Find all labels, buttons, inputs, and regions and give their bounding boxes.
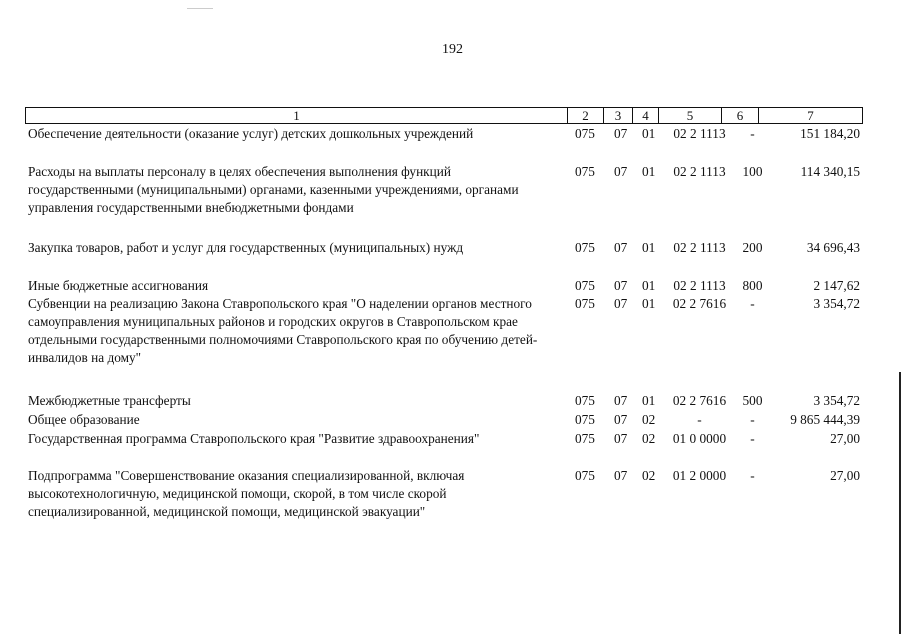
row-amount: 151 184,20 xyxy=(800,126,860,141)
row-name: Обеспечение деятельности (оказание услуг) детских дошкольных учреждений xyxy=(28,126,474,141)
row-vr: 100 xyxy=(742,164,763,179)
row-rz: 07 xyxy=(614,126,628,141)
row-name: Межбюджетные трансферты xyxy=(28,393,191,408)
row-grbs: 075 xyxy=(575,278,595,293)
row-name: Субвенции на реализацию Закона Ставропольского края "О наделении органов местного самоуправления муниципальных районов и городских округов в Ставропольском крае отдельными государственными полномочиями Ставропольского края по обучению детей-инвалидов на дому" xyxy=(28,296,538,365)
row-rz: 07 xyxy=(614,164,628,179)
row-grbs: 075 xyxy=(575,412,595,427)
row-rz: 07 xyxy=(614,393,628,408)
row-cs: 02 2 1113 xyxy=(673,278,726,293)
row-name: Подпрограмма "Совершенствование оказания специализированной, включая высокотехнологичную, медицинской помощи, скорой, в том числе скорой специализированной, медицинской помощи, медицинской эвакуации" xyxy=(28,468,465,519)
row-amount: 34 696,43 xyxy=(806,240,860,255)
row-pr: 02 xyxy=(642,412,656,427)
row-pr: 01 xyxy=(642,240,656,255)
row-grbs: 075 xyxy=(575,164,595,179)
header-col-3: 3 xyxy=(604,108,633,123)
table-header xyxy=(25,107,863,124)
row-vr: 800 xyxy=(742,278,763,293)
header-col-2: 2 xyxy=(568,108,604,123)
header-col-7: 7 xyxy=(807,108,814,123)
row-vr: - xyxy=(750,296,755,311)
row-grbs: 075 xyxy=(575,240,595,255)
header-col-1: 1 xyxy=(26,108,568,123)
row-pr: 02 xyxy=(642,468,656,483)
page-number: 192 xyxy=(442,42,463,57)
row-cs: 01 0 0000 xyxy=(672,431,727,446)
row-name: Закупка товаров, работ и услуг для государственных (муниципальных) нужд xyxy=(28,240,464,255)
row-cs: 02 2 7616 xyxy=(672,296,727,311)
row-amount: 27,00 xyxy=(830,431,860,446)
row-pr: 01 xyxy=(642,296,656,311)
row-name: Государственная программа Ставропольского края "Развитие здравоохранения" xyxy=(28,431,480,446)
header-col-4: 4 xyxy=(633,108,659,123)
row-pr: 01 xyxy=(642,278,656,293)
row-grbs: 075 xyxy=(575,393,595,408)
row-name: Иные бюджетные ассигнования xyxy=(28,278,209,293)
row-rz: 07 xyxy=(614,431,628,446)
row-cs: 01 2 0000 xyxy=(672,468,727,483)
scan-mark xyxy=(187,8,213,9)
row-vr: - xyxy=(750,126,755,141)
row-name: Расходы на выплаты персоналу в целях обеспечения выполнения функций государственными (муниципальными) органами, казенными учреждениями, органами управления государственными внебюджетными фондами xyxy=(28,164,519,215)
row-rz: 07 xyxy=(614,278,628,293)
row-pr: 01 xyxy=(642,126,656,141)
row-name: Общее образование xyxy=(28,412,140,427)
row-amount: 9 865 444,39 xyxy=(790,412,860,427)
row-grbs: 075 xyxy=(575,126,595,141)
row-vr: - xyxy=(750,431,755,446)
row-pr: 02 xyxy=(642,431,656,446)
margin-line xyxy=(899,372,901,634)
row-pr: 01 xyxy=(642,393,656,408)
row-amount: 27,00 xyxy=(830,468,860,483)
row-grbs: 075 xyxy=(575,431,595,446)
row-grbs: 075 xyxy=(575,468,595,483)
row-grbs: 075 xyxy=(575,296,595,311)
row-cs: 02 2 1113 xyxy=(673,164,726,179)
row-vr: 200 xyxy=(742,240,763,255)
row-rz: 07 xyxy=(614,412,628,427)
row-cs: 02 2 7616 xyxy=(672,393,727,408)
row-vr: - xyxy=(750,412,755,427)
row-rz: 07 xyxy=(614,240,628,255)
header-col-6: 6 xyxy=(722,108,759,123)
row-cs: 02 2 1113 xyxy=(673,240,726,255)
row-vr: 500 xyxy=(742,393,763,408)
row-cs: - xyxy=(697,412,702,427)
header-col-5: 5 xyxy=(659,108,722,123)
row-pr: 01 xyxy=(642,164,656,179)
row-rz: 07 xyxy=(614,296,628,311)
row-amount: 2 147,62 xyxy=(813,278,860,293)
row-amount: 114 340,15 xyxy=(800,164,860,179)
row-cs: 02 2 1113 xyxy=(673,126,726,141)
row-rz: 07 xyxy=(614,468,628,483)
row-vr: - xyxy=(750,468,755,483)
row-amount: 3 354,72 xyxy=(813,393,860,408)
row-amount: 3 354,72 xyxy=(813,296,860,311)
